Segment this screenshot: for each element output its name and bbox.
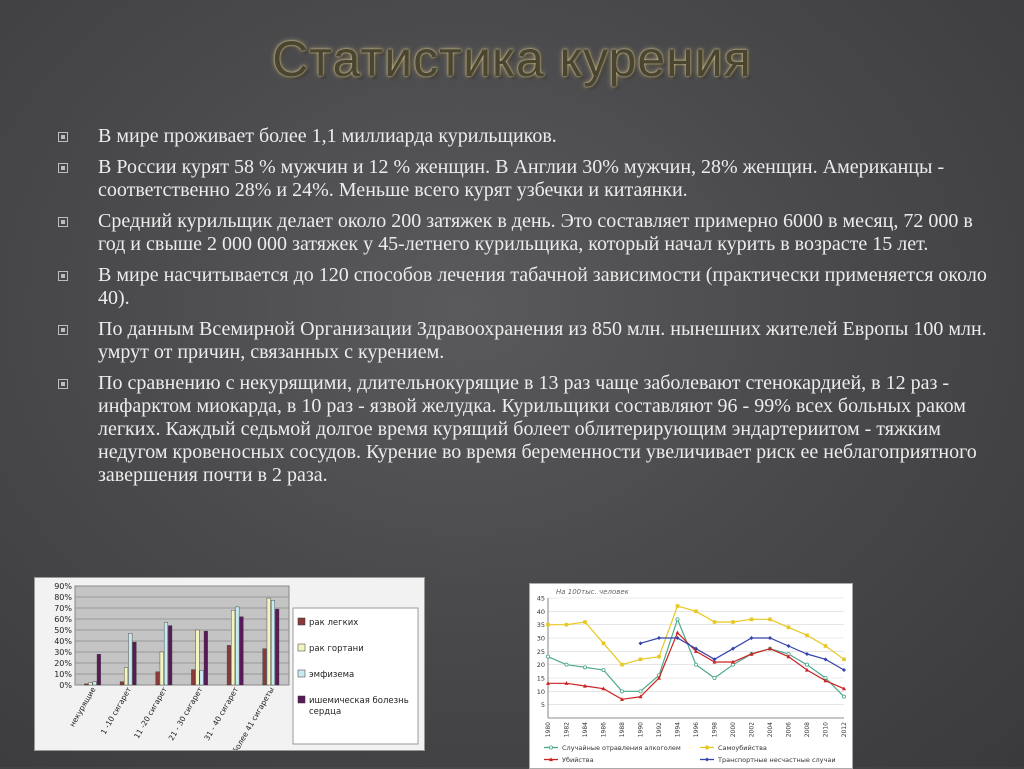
bullet-list xyxy=(58,125,998,495)
data-point xyxy=(602,668,605,671)
data-point xyxy=(731,620,735,624)
bar xyxy=(168,626,172,685)
bullet-text: В России курят 58 % мужчин и 12 % женщин. В Англии 30% мужчин, 28% женщин. Американцы - соответственно 28% и 24%. Меньше всего курят узбечки и китаянки. xyxy=(98,156,945,201)
data-point xyxy=(805,663,808,666)
x-tick-label: 2004 xyxy=(767,722,774,738)
bullet-marker-icon xyxy=(58,217,68,227)
x-tick-label: 21 - 30 сигарет xyxy=(166,685,205,743)
bullet-marker-icon xyxy=(58,132,68,142)
x-tick-label: 11 -20 сигарет xyxy=(132,685,169,741)
data-point xyxy=(787,644,791,648)
data-point xyxy=(805,634,809,638)
data-point xyxy=(842,658,846,662)
bar xyxy=(200,671,204,685)
legend-label: Транспортные несчастные случаи xyxy=(718,756,836,764)
data-point xyxy=(639,658,643,662)
bullet-text: В мире проживает более 1,1 миллиарда курильщиков. xyxy=(98,125,557,147)
bullet-text: По сравнению с некурящими, длительнокурящие в 13 раз чаще заболевают стенокардией, в 12 раз - инфарктом миокарда, в 10 раз - язвой желудка. Курильщики составляют 96 - 99% всех больных раком легких. Каждый седьмой долгое время курящий болеет облитерирующим эндартериитом - тяжким недугом кровеносных сосудов. Курение во время беременности увеличивает риск ее неблагоприятного завершения почти в 2 раза. xyxy=(98,372,977,486)
legend-marker xyxy=(549,746,552,749)
bullet-item xyxy=(58,156,998,202)
disease-bar-chart xyxy=(34,577,425,751)
data-point xyxy=(583,666,586,669)
y-tick-label: 40 xyxy=(536,607,545,616)
data-point xyxy=(546,655,549,658)
data-point xyxy=(713,676,716,679)
legend-label: Самоубийства xyxy=(718,744,767,752)
data-point xyxy=(676,618,679,621)
data-point xyxy=(694,610,698,614)
x-tick-label: 2012 xyxy=(841,722,848,738)
x-tick-label: 2008 xyxy=(804,722,811,738)
bar xyxy=(275,609,279,685)
data-point xyxy=(639,690,642,693)
bullet-text: По данным Всемирной Организации Здравоохранения из 850 млн. нынешних жителей Европы 100 млн. умрут от причин, связанных с курением. xyxy=(98,318,987,363)
data-point xyxy=(768,636,772,640)
bar xyxy=(204,631,208,685)
data-point xyxy=(694,663,697,666)
line-chart-svg xyxy=(530,584,852,768)
legend-label: сердца xyxy=(309,707,342,717)
x-tick-label: 1998 xyxy=(711,722,719,738)
data-point xyxy=(657,655,661,659)
bullet-text: Средний курильщик делает около 200 затяжек в день. Это составляет примерно 6000 в месяц, 72 000 в год и свыше 2 000 000 затяжек у 45-летнего курильщика, который начал курить в возрасте 15 лет. xyxy=(98,210,973,255)
x-tick-label: 1984 xyxy=(582,722,589,738)
legend-label: рак легких xyxy=(309,618,359,628)
bar xyxy=(89,683,93,685)
x-tick-label: 1996 xyxy=(693,722,700,738)
bar xyxy=(124,667,128,685)
y-tick-label: 35 xyxy=(536,621,545,630)
x-tick-label: 1988 xyxy=(619,722,626,738)
bar xyxy=(240,617,244,685)
data-point xyxy=(657,636,661,640)
y-tick-label: 50% xyxy=(54,626,72,635)
data-point xyxy=(787,626,791,630)
bar xyxy=(227,645,231,685)
data-point xyxy=(842,695,845,698)
data-point xyxy=(602,642,606,646)
plot-area xyxy=(75,586,289,685)
bar xyxy=(267,598,271,685)
series-line xyxy=(548,606,844,665)
bullet-marker-icon xyxy=(58,163,68,173)
x-tick-label: 1986 xyxy=(600,722,608,738)
x-tick-label: 2006 xyxy=(785,722,793,738)
bar xyxy=(84,684,88,685)
bullet-text: В мире насчитывается до 120 способов лечения табачной зависимости (практически применяется около 40). xyxy=(98,264,987,309)
series-line xyxy=(641,638,845,670)
x-tick-label: 2010 xyxy=(822,722,830,738)
x-tick-label: 1980 xyxy=(545,722,552,738)
legend-label: рак гортани xyxy=(309,644,364,654)
y-tick-label: 70% xyxy=(54,604,72,613)
bullet-item xyxy=(58,318,998,364)
legend-swatch xyxy=(298,696,305,703)
bullet-item xyxy=(58,372,998,487)
mortality-line-chart xyxy=(529,583,853,769)
x-tick-label: 2002 xyxy=(748,722,756,738)
x-tick-label: 1994 xyxy=(674,722,682,738)
y-tick-label: 30 xyxy=(536,634,545,643)
bullet-marker-icon xyxy=(58,325,68,335)
y-tick-label: 20% xyxy=(54,659,72,668)
y-tick-label: 40% xyxy=(54,637,72,646)
legend-swatch xyxy=(298,644,305,651)
bar xyxy=(196,630,200,685)
legend-label: ишемическая болезнь xyxy=(309,696,409,706)
legend-label: Случайные отравления алкоголем xyxy=(562,744,681,752)
bar xyxy=(97,654,101,685)
legend-label: Убийства xyxy=(562,756,594,764)
data-point xyxy=(750,618,754,622)
y-tick-label: 20 xyxy=(536,661,545,670)
x-tick-label: 1982 xyxy=(563,722,571,738)
y-tick-label: 15 xyxy=(536,674,545,683)
legend-marker xyxy=(705,746,709,750)
y-tick-label: 60% xyxy=(54,615,72,624)
legend-label: эмфизема xyxy=(309,670,355,680)
legend-swatch xyxy=(298,618,305,625)
bar xyxy=(271,600,275,685)
slide-title: Статистика курения xyxy=(272,31,752,87)
x-tick-label: 1992 xyxy=(656,722,663,738)
data-point xyxy=(768,618,772,622)
bullet-item xyxy=(58,125,998,148)
y-tick-label: 80% xyxy=(54,593,72,602)
bullet-item xyxy=(58,264,998,310)
y-tick-label: 0% xyxy=(59,681,72,690)
x-tick-label: 2000 xyxy=(730,722,737,738)
bar xyxy=(156,672,160,685)
y-tick-label: 90% xyxy=(54,582,72,591)
data-point xyxy=(676,630,680,634)
x-tick-label: более 41 сигареты xyxy=(230,685,276,750)
x-tick-label: 31 - 40 сигарет xyxy=(202,685,241,743)
bar xyxy=(164,622,168,685)
bar xyxy=(133,642,137,685)
data-point xyxy=(565,663,568,666)
bar xyxy=(120,682,124,685)
x-tick-label: 1990 xyxy=(637,722,645,738)
y-tick-label: 10 xyxy=(536,687,545,696)
data-point xyxy=(639,641,643,645)
x-tick-label: 1 -10 сигарет xyxy=(98,685,134,736)
data-point xyxy=(676,604,680,608)
bar xyxy=(263,649,267,685)
bullet-item xyxy=(58,210,998,256)
chart-title: На 100тыс. человек xyxy=(556,588,629,596)
data-point xyxy=(805,652,809,656)
bar xyxy=(93,682,97,685)
data-point xyxy=(583,620,587,624)
bar xyxy=(129,633,133,685)
bullet-marker-icon xyxy=(58,271,68,281)
data-point xyxy=(546,623,550,627)
bar xyxy=(231,610,235,685)
bar xyxy=(236,607,240,685)
y-tick-label: 30% xyxy=(54,648,72,657)
data-point xyxy=(565,623,569,627)
y-tick-label: 5 xyxy=(540,701,545,710)
bullet-marker-icon xyxy=(58,379,68,389)
data-point xyxy=(620,663,624,667)
y-tick-label: 25 xyxy=(536,647,545,656)
y-tick-label: 10% xyxy=(54,670,72,679)
data-point xyxy=(620,690,623,693)
x-tick-label: некурящие xyxy=(67,685,98,729)
bar-chart-svg xyxy=(35,578,424,750)
legend-swatch xyxy=(298,670,305,677)
bar xyxy=(191,670,195,685)
legend-marker xyxy=(705,758,709,762)
bar xyxy=(160,652,164,685)
data-point xyxy=(713,620,717,624)
y-tick-label: 45 xyxy=(536,594,545,603)
data-point xyxy=(824,644,828,648)
